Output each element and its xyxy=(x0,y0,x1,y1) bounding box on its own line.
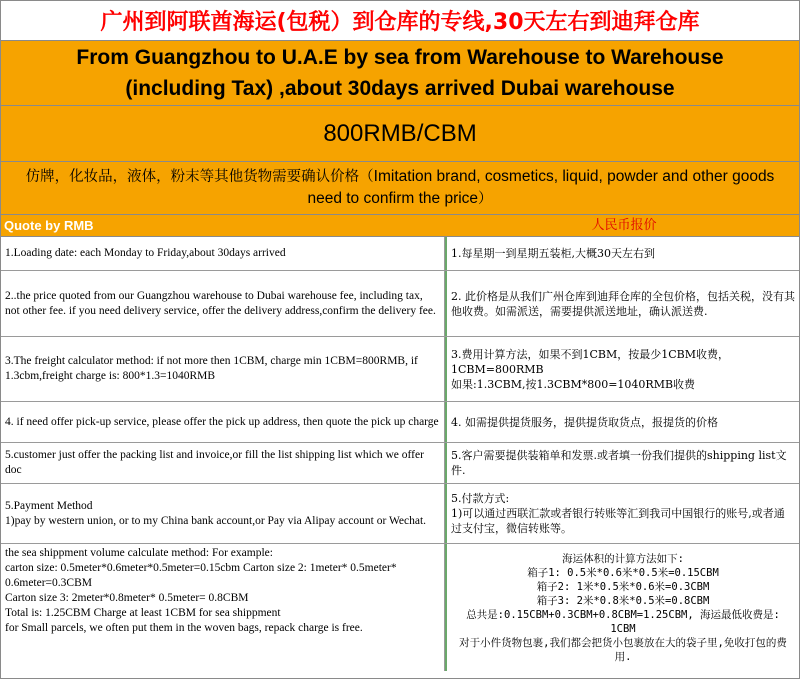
term-english: 5.customer just offer the packing list and invoice,or fill the list shipping list which we offer doc xyxy=(1,443,445,483)
term-chinese: 5.客户需要提供装箱单和发票.或者填一份我们提供的shipping list文件. xyxy=(445,443,799,483)
term-chinese: 2. 此价格是从我们广州仓库到迪拜仓库的全包价格，包括关税，没有其他收费。如需派送，需要提供派送地址，确认派送费. xyxy=(445,271,799,336)
quote-header xyxy=(1,215,799,237)
quote-header-english: Quote by RMB xyxy=(4,218,94,233)
table-row xyxy=(1,443,799,484)
english-title xyxy=(1,41,799,106)
chinese-title: 广州到阿联酋海运(包税）到仓库的专线,30天左右到迪拜仓库 xyxy=(1,1,799,41)
term-english: 2..the price quoted from our Guangzhou warehouse to Dubai warehouse fee, including tax, not other fee. if you need delivery service, offer the delivery address,confirm the delivery fee. xyxy=(1,271,445,336)
notice-close: ） xyxy=(478,191,493,207)
notice-en: Imitation brand, cosmetics, liquid, powder and other goods need to confirm the price xyxy=(307,168,775,207)
english-title-line2: (including Tax) ,about 30days arrived Dubai warehouse xyxy=(125,77,675,100)
volume-method-english: the sea shippment volume calculate method: For example: carton size: 0.5meter*0.6meter*0.5meter=0.15cbm Carton size 2: 1meter* 0.5meter* 0.6meter=0.3CBM Carton size 3: 2meter*0.8meter* 0.5meter= 0.8CBM Total is: 1.25CBM Charge at least 1CBM for sea shippment for Small parcels, we often put them in the woven bags, repack charge is free. xyxy=(1,544,445,671)
price-per-cbm: 800RMB/CBM xyxy=(1,106,799,162)
term-english: 4. if need offer pick-up service, please offer the pick up address, then quote the pick up charge xyxy=(1,402,445,442)
notice-cn: 仿牌，化妆品，液体，粉末等其他货物需要确认价格（ xyxy=(25,169,374,185)
table-row xyxy=(1,402,799,443)
table-row xyxy=(1,337,799,402)
table-row xyxy=(1,237,799,271)
term-english: 1.Loading date: each Monday to Friday,about 30days arrived xyxy=(1,237,445,270)
term-english: 5.Payment Method 1)pay by western union, or to my China bank account,or Pay via Alipay account or Wechat. xyxy=(1,484,445,543)
table-row xyxy=(1,484,799,544)
term-chinese: 1.每星期一到星期五装柜,大概30天左右到 xyxy=(445,237,799,270)
volume-method-chinese: 海运体积的计算方法如下: 箱子1: 0.5米*0.6米*0.5米=0.15CBM 箱子2: 1米*0.5米*0.6米=0.3CBM 箱子3: 2米*0.8米*0.5米=0.8CBM 总共是:0.15CBM+0.3CBM+0.8CBM=1.25CBM, 海运最低收费是: 1CBM 对于小件货物包裹,我们都会把货小包裹放在大的袋子里,免收打包的费用. xyxy=(445,544,799,671)
term-chinese: 5.付款方式: 1)可以通过西联汇款或者银行转账等汇到我司中国银行的账号,或者通过支付宝，微信转账等。 xyxy=(445,484,799,543)
table-row xyxy=(1,544,799,671)
table-row xyxy=(1,271,799,337)
term-english: 3.The freight calculator method: if not more then 1CBM, charge min 1CBM=800RMB, if 1.3cbm,freight charge is: 800*1.3=1040RMB xyxy=(1,337,445,401)
term-chinese: 3.费用计算方法，如果不到1CBM，按最少1CBM收费， 1CBM=800RMB 如果:1.3CBM,按1.3CBM*800=1040RMB收费 xyxy=(445,337,799,401)
terms-table xyxy=(1,237,799,671)
english-title-line1: From Guangzhou to U.A.E by sea from Warehouse to Warehouse xyxy=(76,46,724,69)
term-chinese: 4. 如需提供提货服务，提供提货取货点，报提货的价格 xyxy=(445,402,799,442)
goods-notice xyxy=(1,162,799,215)
quote-header-chinese: 人民币报价 xyxy=(591,218,657,233)
